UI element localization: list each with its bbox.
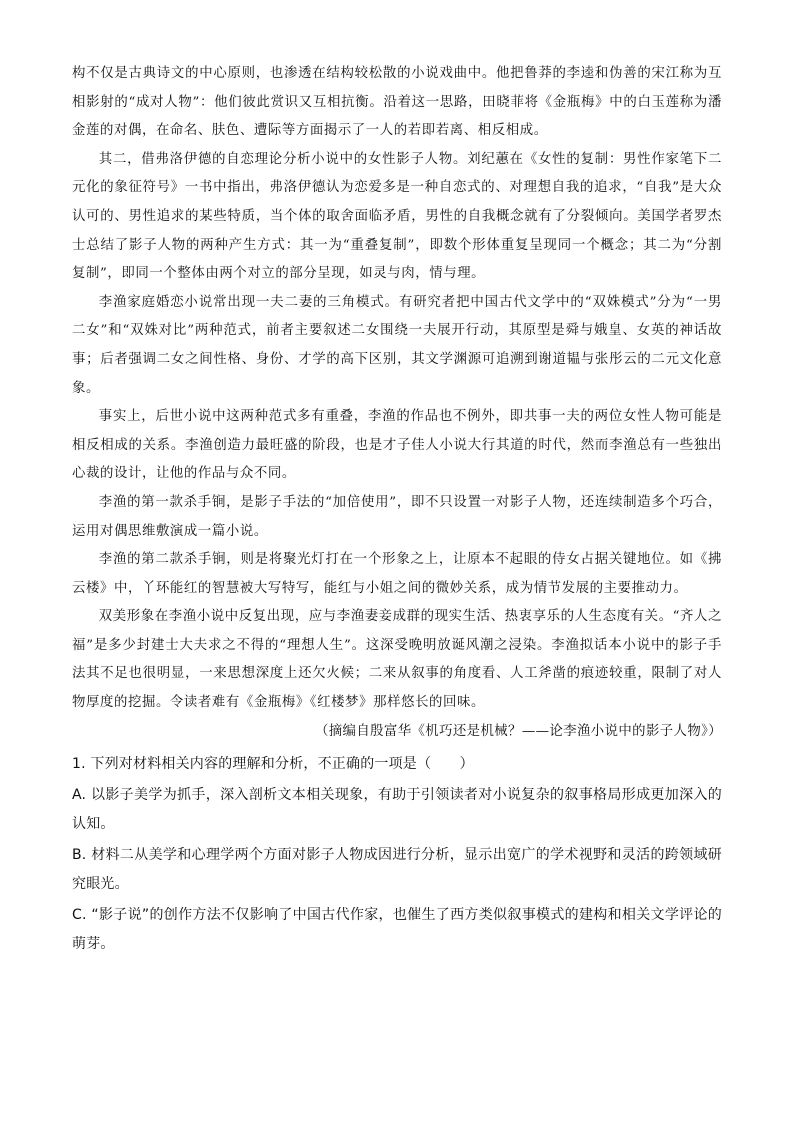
article-paragraph: 事实上，后世小说中这两种范式多有重叠，李渔的作品也不例外，即共事一夫的两位女性人物可能是相反相成的关系。李渔创造力最旺盛的阶段，也是才子佳人小说大行其道的时代，然而李渔总有一些独出心裁的设计，让他的作品与众不同。: [72, 409, 722, 482]
document-page: [72, 60, 722, 959]
article-body: [72, 60, 722, 746]
article-source-citation: （摘编自殷富华《机巧还是机械？——论李渔小说中的影子人物》）: [314, 723, 722, 739]
article-paragraph: 双美形象在李渔小说中反复出现，应与李渔妻妾成群的现实生活、热衷享乐的人生态度有关。“齐人之福”是多少封建士大夫求之不得的“理想人生”。这深受晚明放诞风潮之浸染。李渔拟话本小说中的影子手法其不足也很明显，一来思想深度上还欠火候；二来从叙事的角度看、人工斧凿的痕迹较重，限制了对人物厚度的挖掘。令读者难有《金瓶梅》《红楼梦》那样悠长的回味。: [72, 609, 722, 711]
question-option-b: B. 材料二从美学和心理学两个方面对影子人物成因进行分析，显示出宽广的学术视野和灵活的跨领域研究眼光。: [72, 847, 722, 893]
article-paragraph: 构不仅是古典诗文的中心原则，也渗透在结构较松散的小说戏曲中。他把鲁莽的李逵和伪善的宋江称为互相影射的“成对人物”：他们彼此赏识又互相抗衡。沿着这一思路，田晓菲将《金瓶梅》中的白玉莲称为潘金莲的对偶，在命名、肤色、遭际等方面揭示了一人的若即若离、相反相成。: [72, 66, 722, 139]
question-option-a: A. 以影子美学为抓手，深入剖析文本相关现象，有助于引领读者对小说复杂的叙事格局形成更加深入的认知。: [72, 787, 722, 833]
question-stem: 1. 下列对材料相关内容的理解和分析，不正确的一项是（ ）: [72, 756, 474, 773]
article-paragraph: 其二，借弗洛伊德的自恋理论分析小说中的女性影子人物。刘纪蕙在《女性的复制：男性作家笔下二元化的象征符号》一书中指出，弗洛伊德认为恋爱多是一种自恋式的、对理想自我的追求，“自我”是大众认可的、男性追求的某些特质，当个体的取舍面临矛盾，男性的自我概念就有了分裂倾向。美国学者罗杰士总结了影子人物的两种产生方式：其一为“重叠复制”，即数个形体重复呈现同一个概念；其二为“分割复制”，即同一个整体由两个对立的部分呈现，如灵与肉，情与理。: [72, 151, 722, 282]
article-paragraph: 李渔家庭婚恋小说常出现一夫二妻的三角模式。有研究者把中国古代文学中的“双姝模式”分为“一男二女”和“双姝对比”两种范式，前者主要叙述二女围绕一夫展开行动，其原型是舜与娥皇、女英的神话故事；后者强调二女之间性格、身份、才学的高下区别，其文学渊源可追溯到谢道韫与张彤云的二元文化意象。: [72, 294, 722, 396]
question-option-c: C. “影子说”的创作方法不仅影响了中国古代作家，也催生了西方类似叙事模式的建构和相关文学评论的萌芽。: [72, 907, 722, 953]
article-paragraph: 李渔的第二款杀手锏，则是将聚光灯打在一个形象之上，让原本不起眼的侍女占据关键地位。如《拂云楼》中，丫环能红的智慧被大写特写，能红与小姐之间的微妙关系，成为情节发展的主要推动力。: [72, 552, 722, 596]
question-block: [72, 750, 722, 959]
article-paragraph: 李渔的第一款杀手锏，是影子手法的“加倍使用”，即不只设置一对影子人物，还连续制造多个巧合，运用对偶思维敷演成一篇小说。: [72, 494, 722, 539]
